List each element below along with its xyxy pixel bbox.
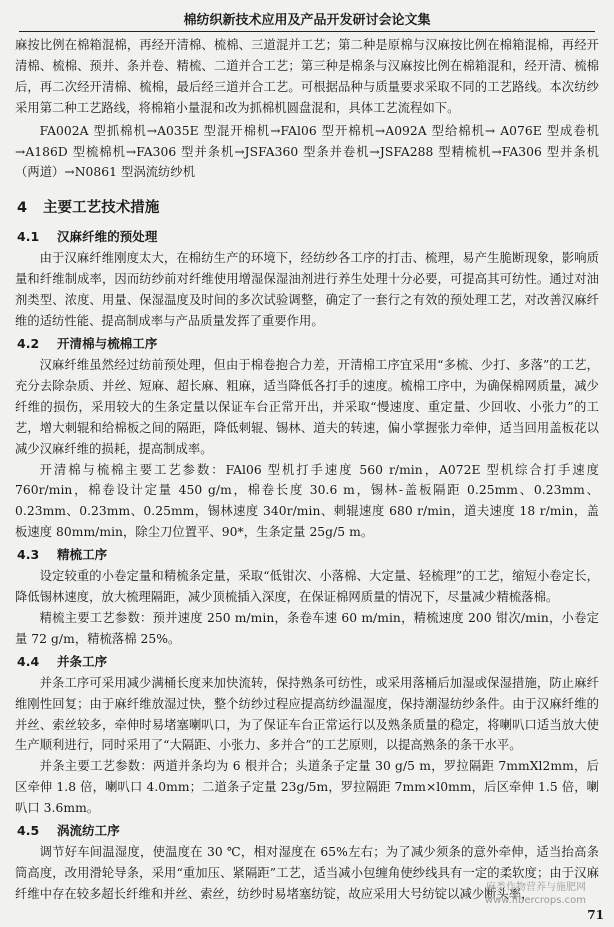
subsection-heading-4-3 <box>15 545 599 565</box>
subsection-title: 涡流纺工序 <box>57 823 120 839</box>
subsection-heading-4-4 <box>15 652 599 672</box>
subsection-number: 4.5 <box>17 823 40 839</box>
article-body <box>15 35 599 905</box>
section-heading-4 <box>15 197 599 219</box>
subsection-heading-4-5 <box>15 821 599 841</box>
section-title: 主要工艺技术措施 <box>43 200 160 217</box>
watermark <box>485 881 586 907</box>
parameter-paragraph: 开清棉与梳棉主要工艺参数：FAl06 型机打手速度 560 r/min，A072E 型机综合打手速度 760r/min，棉卷设计定量 450 g/m，棉卷长度 30.6 m，锡林-盖板隔距 0.25mm、0.23mm、0.23mm、0.23mm、0.25mm，锡林速度 340r/min、刺辊速度 680 r/min，道夫速度 18 r/min，盖板速度 80mm/min，除尘刀位置平、90*，生条定量 25g/5 m。 <box>15 462 599 540</box>
watermark-url: www.fibercrops.com <box>484 895 586 906</box>
subsection-heading-4-2 <box>15 334 599 354</box>
subsection-number: 4.3 <box>17 547 40 563</box>
parameter-paragraph: 并条主要工艺参数：两道并条均为 6 根并合；头道条子定量 30 g/5 m，罗拉隔距 7mmXl2mm，后区牵伸 1.8 倍，喇叭口 4.0mm；二道条子定量 23g/5m，罗拉隔距 7mm×l0mm，后区牵伸 1.5 倍，喇叭口 3.6mm。 <box>15 759 599 816</box>
subsection-title: 并条工序 <box>57 653 108 669</box>
subsection-title: 开清棉与梳棉工序 <box>57 335 158 351</box>
paragraph: 由于汉麻纤维刚度太大，在棉纺生产的环境下，经纺纱各工序的打击、梳理，易产生脆断现象，影响质量和纤维制成率，因而纺纱前对纤维使用增湿保湿油剂进行养生处理十分必要，可提高其可纺性。通过对油剂类型、浓度、用量、保湿温度及时间的多次试验调整，确定了一套行之有效的预处理工艺，对改善汉麻纤维的适纺性能、提高制成率与产品质量发挥了重要作用。 <box>15 251 599 329</box>
subsection-title: 汉麻纤维的预处理 <box>57 229 158 245</box>
running-header: 棉纺织新技术应用及产品开发研讨会论文集 <box>19 0 595 32</box>
subsection-heading-4-1 <box>15 227 599 247</box>
page-footer <box>0 883 614 927</box>
process-flow-paragraph: FA002A 型抓棉机→A035E 型混开棉机→FAl06 型开棉机→A092A 型给棉机→ A076E 型成卷机→A186D 型梳棉机→FA306 型并条机→JSFA360 型条并卷机→JSFA288 型精梳机→FA306 型并条机（两道）→N0861 型涡流纺纱机 <box>15 123 599 180</box>
subsection-number: 4.4 <box>17 653 40 669</box>
subsection-title: 精梳工序 <box>57 547 108 563</box>
page-number: 71 <box>587 908 604 922</box>
intro-paragraph: 麻按比例在棉箱混棉，再经开清棉、梳棉、三道混并工艺；第二种是原棉与汉麻按比例在棉箱混棉，再经开清棉、梳棉、预并、条并卷、精梳、二道并合工艺；第三种是棉条与汉麻按比例在棉箱混和，经开清、梳棉后，再二次经开清棉、梳棉，最后经三道并合工艺。可根据品种与质量要求采取不同的工艺路线。本次纺纱采用第二种工艺路线，将棉箱小量混和改为抓棉机圆盘混和，具体工艺流程如下。 <box>15 38 599 115</box>
paragraph: 并条工序可采用减少满桶长度来加快流转，保持熟条可纺性，或采用落桶后加湿或保湿措施，防止麻纤维刚性回复；由于麻纤维放湿过快，整个纺纱过程应提高纺纱温湿度，保持潮湿纺纱条件。由于汉麻纤维的并丝、索丝较多，牵伸时易堵塞喇叭口，为了保证车台正常运行以及熟条质量的稳定，将喇叭口适当放大使生产顺利进行，同时采用了“大隔距、小张力、多并合”的工艺原则，以提高熟条的条干水平。 <box>15 675 599 753</box>
watermark-site-name: 麻类作物营养与施肥网 <box>486 882 586 893</box>
paragraph: 汉麻纤维虽然经过纺前预处理，但由于棉卷抱合力差，开清棉工序宜采用“多梳、少打、多落”的工艺，充分去除杂质、并丝、短麻、超长麻、粗麻，适当降低各打手的速度。梳棉工序中，为确保棉网质量，减少纤维的损伤，采用较大的生条定量以保证车台正常开出，并采取“慢速度、重定量、少回收、小张力”的工艺，增大刺辊和给棉板之间的隔距，降低刺辊、锡林、道夫的转速，偏小掌握张力牵伸，适当回用盖板花以减少汉麻纤维的损耗，提高制成率。 <box>15 357 599 456</box>
subsection-number: 4.2 <box>17 335 40 351</box>
paragraph: 调节好车间温湿度，使温度在 30 ℃，相对湿度在 65%左右；为了减少须条的意外牵伸，适当抬高条筒高度，改用滑轮导条，采用“重加压、紧隔距”工艺，适当减小包缠角使纱线具有一定的柔软度；由于汉麻纤维中存在较多超长纤维和并丝、索丝，纺纱时易堵塞纺锭，故应采用大号纺锭以减少断头率， <box>15 845 599 901</box>
subsection-number: 4.1 <box>17 229 40 245</box>
parameter-paragraph: 精梳主要工艺参数：预并速度 250 m/min，条卷车速 60 m/min，精梳速度 200 钳次/min，小卷定量 72 g/m，精梳落棉 25%。 <box>15 610 599 646</box>
section-number: 4 <box>17 200 28 217</box>
paragraph: 设定较重的小卷定量和精梳条定量，采取“低钳次、小落棉、大定量、轻梳理”的工艺，缩短小卷定长，降低锡林速度，放大梳理隔距，减少顶梳插入深度，在保证棉网质量的情况下，尽量减少精梳落棉。 <box>15 569 599 605</box>
